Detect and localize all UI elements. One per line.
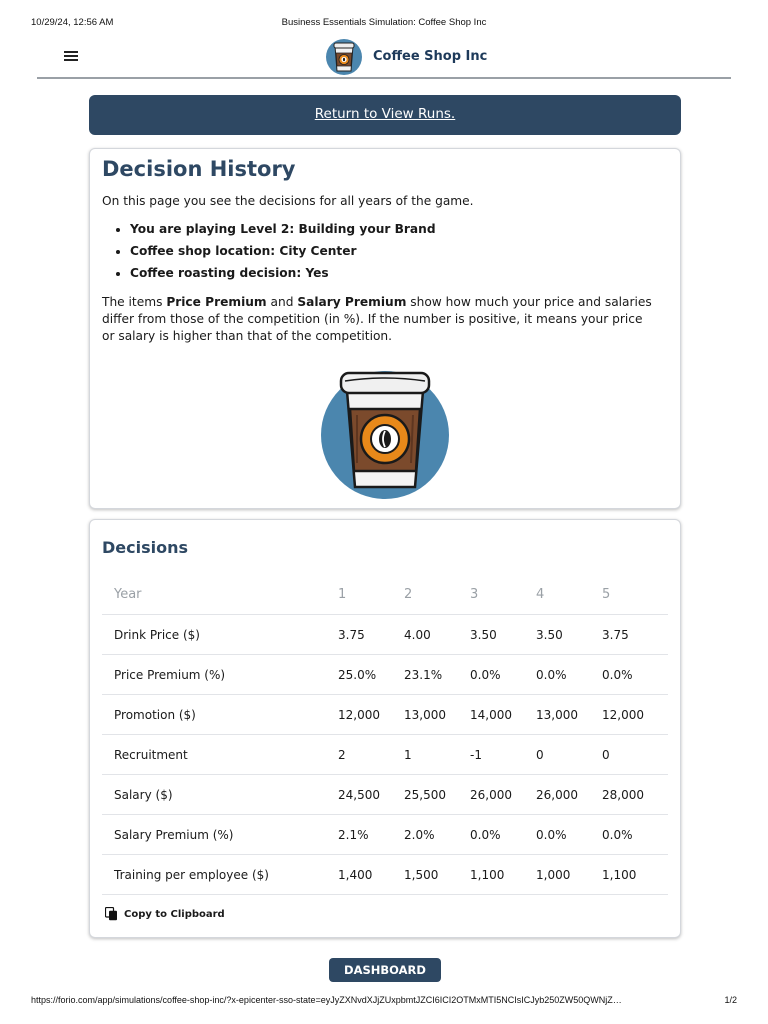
column-header-year-5: 5 — [602, 575, 668, 615]
row-label: Promotion ($) — [102, 695, 338, 735]
fact-level: • You are playing Level 2: Building your Brand — [130, 221, 436, 238]
print-header — [31, 17, 737, 31]
table-cell: 25,500 — [404, 775, 470, 815]
table-cell: 0.0% — [536, 655, 602, 695]
table-cell: 3.50 — [470, 615, 536, 655]
table-cell: 0 — [536, 735, 602, 775]
table-header-row — [102, 575, 668, 615]
table-cell: 28,000 — [602, 775, 668, 815]
table-cell: 25.0% — [338, 655, 404, 695]
row-label: Recruitment — [102, 735, 338, 775]
table-row — [102, 615, 668, 655]
coffee-cup-illustration — [319, 365, 451, 501]
fact-roasting: • Coffee roasting decision: Yes — [130, 265, 436, 282]
table-row — [102, 815, 668, 855]
table-cell: 1,100 — [470, 855, 536, 895]
table-cell: 13,000 — [404, 695, 470, 735]
explain-price-premium: Price Premium — [166, 295, 267, 309]
print-date: 10/29/24, 12:56 AM — [31, 17, 114, 28]
return-to-view-runs-link[interactable]: Return to View Runs. — [314, 106, 456, 122]
game-facts-list — [102, 221, 436, 287]
copy-to-clipboard-label: Copy to Clipboard — [124, 908, 225, 920]
table-row — [102, 695, 668, 735]
explain-text-1: The items — [102, 295, 167, 309]
table-cell: 0.0% — [470, 655, 536, 695]
decisions-title: Decisions — [102, 538, 189, 557]
row-label: Price Premium (%) — [102, 655, 338, 695]
explain-salary-premium: Salary Premium — [297, 295, 407, 309]
table-cell: 26,000 — [470, 775, 536, 815]
copy-icon — [105, 907, 118, 921]
table-cell: -1 — [470, 735, 536, 775]
table-cell: 0.0% — [602, 655, 668, 695]
table-cell: 4.00 — [404, 615, 470, 655]
explain-text-3: show how much your price and salaries differ from those of the competition (in %). If the number is positive, it means your price or salary is higher than that of the competition. — [102, 295, 652, 343]
table-cell: 0 — [602, 735, 668, 775]
table-cell: 1,100 — [602, 855, 668, 895]
page-title: Decision History — [102, 157, 296, 181]
table-cell: 23.1% — [404, 655, 470, 695]
row-label: Salary ($) — [102, 775, 338, 815]
table-row — [102, 735, 668, 775]
column-header-year: Year — [102, 575, 338, 615]
print-url: https://forio.com/app/simulations/coffee-shop-inc/?x-epicenter-sso-state=eyJyZXNvdXJjZUxpbmtJZCI6ICI2OTMxMTI5NCIsICJyb250ZW50QWNjZ… — [31, 995, 622, 1005]
table-cell: 13,000 — [536, 695, 602, 735]
table-cell: 26,000 — [536, 775, 602, 815]
table-cell: 1,500 — [404, 855, 470, 895]
table-cell: 12,000 — [338, 695, 404, 735]
decisions-table — [102, 575, 668, 895]
copy-to-clipboard-button[interactable] — [105, 907, 225, 921]
brand-name: Coffee Shop Inc — [373, 48, 488, 64]
explain-text-2: and — [266, 295, 298, 309]
app-top-bar — [37, 35, 731, 79]
return-banner — [89, 95, 681, 135]
intro-text: On this page you see the decisions for all years of the game. — [102, 194, 474, 208]
column-header-year-2: 2 — [404, 575, 470, 615]
decision-history-card — [89, 148, 681, 509]
print-document-title: Business Essentials Simulation: Coffee Shop Inc — [281, 17, 487, 28]
table-cell: 3.75 — [338, 615, 404, 655]
column-header-year-1: 1 — [338, 575, 404, 615]
table-row — [102, 655, 668, 695]
table-cell: 0.0% — [602, 815, 668, 855]
table-cell: 1,000 — [536, 855, 602, 895]
table-cell: 14,000 — [470, 695, 536, 735]
dashboard-button[interactable]: DASHBOARD — [329, 958, 441, 982]
table-row — [102, 775, 668, 815]
table-cell: 24,500 — [338, 775, 404, 815]
row-label: Salary Premium (%) — [102, 815, 338, 855]
table-cell: 0.0% — [470, 815, 536, 855]
table-cell: 3.50 — [536, 615, 602, 655]
table-cell: 1 — [404, 735, 470, 775]
table-cell: 12,000 — [602, 695, 668, 735]
table-row — [102, 855, 668, 895]
row-label: Training per employee ($) — [102, 855, 338, 895]
decisions-card — [89, 519, 681, 938]
premium-explanation — [102, 294, 658, 344]
print-footer — [31, 995, 737, 1007]
brand[interactable] — [324, 37, 487, 75]
page-number: 1/2 — [724, 995, 737, 1005]
table-cell: 0.0% — [536, 815, 602, 855]
table-cell: 3.75 — [602, 615, 668, 655]
hamburger-menu-icon[interactable] — [64, 51, 78, 61]
column-header-year-3: 3 — [470, 575, 536, 615]
row-label: Drink Price ($) — [102, 615, 338, 655]
coffee-cup-logo-icon — [324, 36, 364, 76]
table-cell: 2.1% — [338, 815, 404, 855]
table-cell: 1,400 — [338, 855, 404, 895]
fact-location: • Coffee shop location: City Center — [130, 243, 436, 260]
table-cell: 2 — [338, 735, 404, 775]
table-cell: 2.0% — [404, 815, 470, 855]
column-header-year-4: 4 — [536, 575, 602, 615]
